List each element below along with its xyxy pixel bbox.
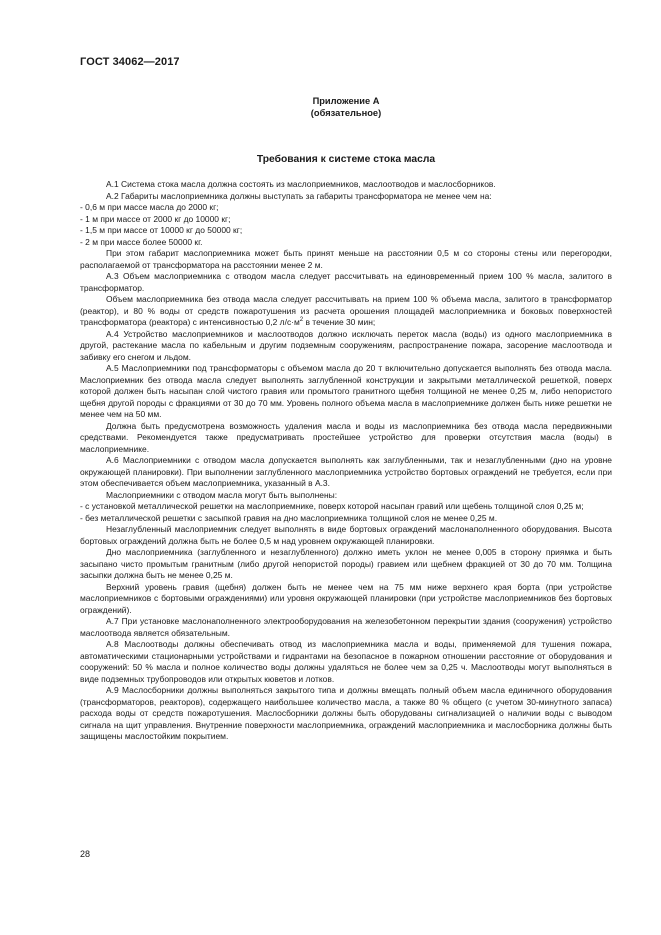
paragraph: Дно маслоприемника (заглубленного и незаглубленного) должно иметь уклон не менее 0,005 в сторону приямка и быть засыпано чисто промытым гранитным (либо другой непористой породы) гравием или щебнем фракцией от 30 до 70 мм. Толщина засыпки должна быть не менее 0,25 м. [80,547,612,580]
list-item: - 1 м при массе от 2000 кг до 10000 кг; [80,213,231,224]
list-item: - 0,6 м при массе масла до 2000 кг; [80,202,219,212]
list-item: - 2 м при массе более 50000 кг. [80,236,203,247]
paragraph-a2: А.2 Габариты маслоприемника должны выступать за габариты трансформатора не менее чем на: [106,190,492,201]
list-item: - с установкой металлической решетки на маслоприемнике, поверх которой насыпан гравий или щебень толщиной слоя 0,25 м; [80,501,584,511]
appendix-status: (обязательное) [310,108,382,118]
paragraph-text: Объем маслоприемника без отвода масла следует рассчитывать на прием 100 % объема масла, залитого в трансформатор (реактор), и 80 % воды от средств пожаротушения из расчета орошения площадей маслоприемника и боковых поверхностей трансформатора (реактора) с интенсивностью 0,2 л/с·м [80,294,612,327]
paragraph-a8: А.8 Маслоотводы должны обеспечивать отвод из маслоприемника масла и воды, применяемой для тушения пожара, автоматическими стационарными устройствами и гидрантами на безопасное в пожарном отношении расстояние от оборудования и сооружений: 50 % масла и полное количество воды должны удаляться не более чем за 0,25 ч. Маслоотводы могут выполняться в виде подземных трубопроводов или открытых кюветов и лотков. [80,639,612,684]
paragraph-a7: А.7 При установке маслонаполненного электрооборудования на железобетонном перекрытии здания (сооружения) устройство маслоотвода является обязательным. [80,616,612,638]
paragraph-a6: А.6 Маслоприемники с отводом масла допускается выполнять как заглубленными, так и незаглубленными (дно на уровне окружающей планировки). При выполнении заглубленного маслоприемника устройство бортовых ограждений не требуется, если при этом обеспечивается объем маслоприемника, указанный в А.3. [80,455,612,488]
paragraph: Верхний уровень гравия (щебня) должен быть не менее чем на 75 мм ниже верхнего края борта (при устройстве маслоприемников с бортовыми ограждениями) или уровня окружающей планировки (при устройстве маслоприемников без бортовых ограждений). [80,581,612,615]
paragraph: При этом габарит маслоприемника может быть принят меньше на расстоянии 0,5 м со стороны стены или перегородки, располагаемой от трансформатора на расстоянии менее 2 м. [80,248,612,270]
appendix-heading [80,95,612,119]
body-text [80,179,612,743]
list-item: - без металлической решетки с засыпкой гравия на дно маслоприемника толщиной слоя не менее 0,25 м. [80,512,498,523]
paragraph-a4: А.4 Устройство маслоприемников и маслоотводов должно исключать переток масла (воды) из одного маслоприемника в другой, растекание масла по кабельным и другим подземным сооружениям, распространение пожара, засорение маслоотвода и забивку его снегом и льдом. [80,328,612,362]
paragraph-a3: А.3 Объем маслоприемника с отводом масла следует рассчитывать на единовременный прием 100 % масла, залитого в трансформатор. [80,271,612,293]
paragraph-oil-volume [80,294,612,329]
page-number: 28 [80,849,91,859]
paragraph-a5: А.5 Маслоприемники под трансформаторы с объемом масла до 20 т включительно допускается выполнять без отвода масла. Маслоприемник без отвода масла следует выполнять заглубленной конструкции и закрытыми металлической решеткой, поверх которой должен быть насыпан слой чистого гравия или промытого гранитного щебня толщиной не менее 0,25 м, либо непористого щебня другой породы с фракциями от 30 до 70 мм. Уровень полного объема масла в маслоприемнике должен быть ниже решетки не менее чем на 50 мм. [80,363,612,419]
paragraph-tail: в течение 30 мин; [303,317,376,327]
appendix-title: Приложение А [312,96,380,106]
paragraph-a9: А.9 Маслосборники должны выполняться закрытого типа и должны вмещать полный объем масла единичного оборудования (трансформаторов, реакторов), содержащего наибольшее количество масла, а также 80 % общего (с учетом 30-минутного запаса) расхода воды от средств пожаротушения. Маслосборники должны быть оборудованы сигнализацией о наличии воды с выводом сигнала на щит управления. Внутренние поверхности маслоприемника, ограждений маслоприемника и маслосборника должны быть защищены маслостойким покрытием. [80,685,612,741]
paragraph: Незаглубленный маслоприемник следует выполнять в виде бортовых ограждений маслонаполненного оборудования. Высота бортовых ограждений должна быть не более 0,5 м над уровнем окружающей планировки. [80,524,612,546]
section-title: Требования к системе стока масла [256,154,436,165]
paragraph: Должна быть предусмотрена возможность удаления масла и воды из маслоприемника без отвода масла передвижными средствами. Рекомендуется также предусматривать простейшее устройство для проверки отсутствия масла (воды) в маслоприемнике. [80,420,612,454]
paragraph-a1: А.1 Система стока масла должна состоять из маслоприемников, маслоотводов и маслосборников. [106,179,496,189]
list-item: - 1,5 м при массе от 10000 кг до 50000 кг; [80,225,243,235]
superscript: 2 [299,317,304,324]
paragraph: Маслоприемники с отводом масла могут быть выполнены: [106,489,338,500]
document-code: ГОСТ 34062—2017 [80,56,180,68]
